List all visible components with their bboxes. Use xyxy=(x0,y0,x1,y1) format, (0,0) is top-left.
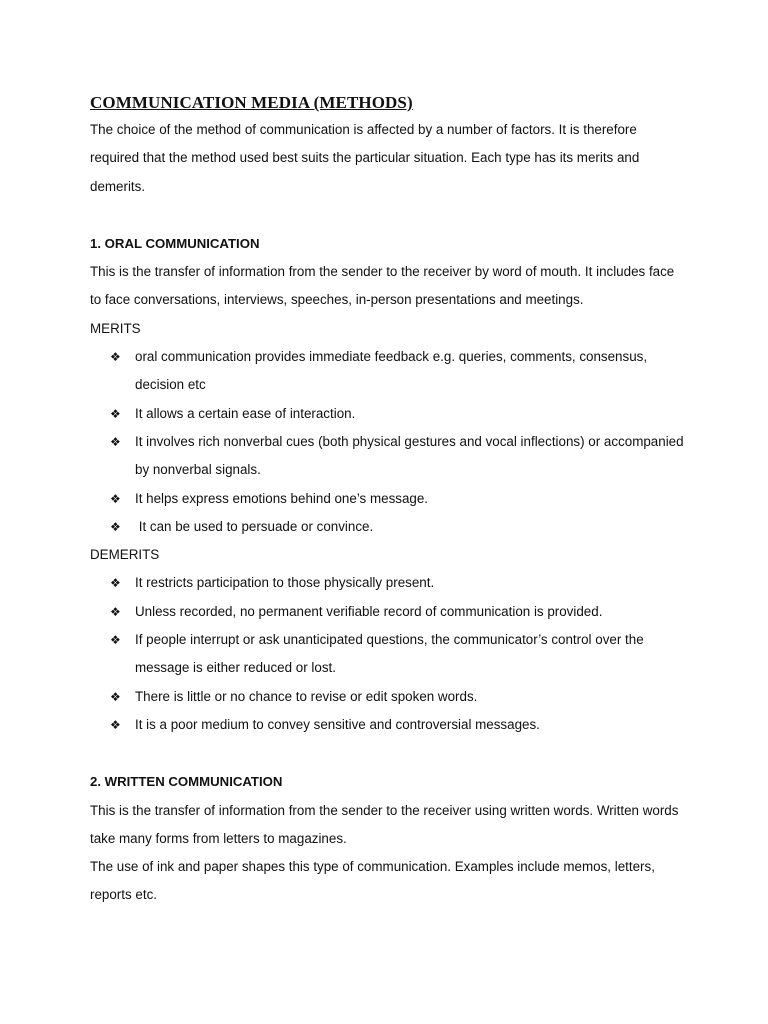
merit-text: It can be used to persuade or convince. xyxy=(135,518,374,534)
diamond-bullet-icon: ❖ xyxy=(110,576,121,591)
demerit-text: If people interrupt or ask unanticipated questions, the communicator’s control over the message is either reduced or lost. xyxy=(135,632,644,676)
merit-text: It allows a certain ease of interaction. xyxy=(135,405,356,421)
diamond-bullet-icon: ❖ xyxy=(110,604,121,619)
oral-communication-heading: 1. ORAL COMMUNICATION xyxy=(90,235,260,251)
demerit-item xyxy=(110,711,688,739)
merits-label: MERITS xyxy=(90,320,141,336)
demerit-text: It restricts participation to those physically present. xyxy=(135,575,435,591)
diamond-bullet-icon: ❖ xyxy=(110,491,121,506)
demerit-text: Unless recorded, no permanent verifiable record of communication is provided. xyxy=(135,603,603,619)
diamond-bullet-icon: ❖ xyxy=(110,406,121,421)
merit-text: It involves rich nonverbal cues (both physical gestures and vocal inflections) or accompanied by nonverbal signals. xyxy=(135,433,684,478)
diamond-bullet-icon: ❖ xyxy=(110,689,121,704)
demerit-text: There is little or no chance to revise or edit spoken words. xyxy=(135,688,478,704)
written-communication-description: This is the transfer of information from the sender to the receiver using written words. Written words take many forms from letters to magazines. xyxy=(90,802,679,846)
diamond-bullet-icon: ❖ xyxy=(110,717,121,732)
intro-paragraph: The choice of the method of communication is affected by a number of factors. It is therefore required that the method used best suits the particular situation. Each type has its merits and demerits. xyxy=(90,122,640,194)
document-title: COMMUNICATION MEDIA (METHODS) xyxy=(90,93,413,112)
merit-text: It helps express emotions behind one’s message. xyxy=(135,490,429,506)
merit-item xyxy=(110,428,688,485)
diamond-bullet-icon: ❖ xyxy=(110,633,121,648)
written-communication-description-2: The use of ink and paper shapes this type of communication. Examples include memos, letters, reports etc. xyxy=(90,859,655,903)
diamond-bullet-icon: ❖ xyxy=(110,434,121,449)
written-communication-heading: 2. WRITTEN COMMUNICATION xyxy=(90,774,283,790)
merit-item xyxy=(110,400,688,428)
merit-text: oral communication provides immediate feedback e.g. queries, comments, consensus, decision etc xyxy=(135,349,648,393)
merit-item xyxy=(110,343,688,400)
demerit-item xyxy=(110,569,688,597)
diamond-bullet-icon: ❖ xyxy=(110,350,121,365)
oral-communication-description: This is the transfer of information from the sender to the receiver by word of mouth. It includes face to face conversations, interviews, speeches, in-person presentations and meetings. xyxy=(90,264,675,308)
diamond-bullet-icon: ❖ xyxy=(110,519,121,534)
demerit-text: It is a poor medium to convey sensitive and controversial messages. xyxy=(135,716,540,732)
demerit-item xyxy=(110,626,688,683)
merit-item xyxy=(110,513,688,541)
demerit-item xyxy=(110,598,688,626)
merit-item xyxy=(110,485,688,513)
demerit-item xyxy=(110,683,688,711)
merits-list xyxy=(90,343,688,541)
demerits-label: DEMERITS xyxy=(90,547,160,563)
demerits-list xyxy=(90,569,688,739)
